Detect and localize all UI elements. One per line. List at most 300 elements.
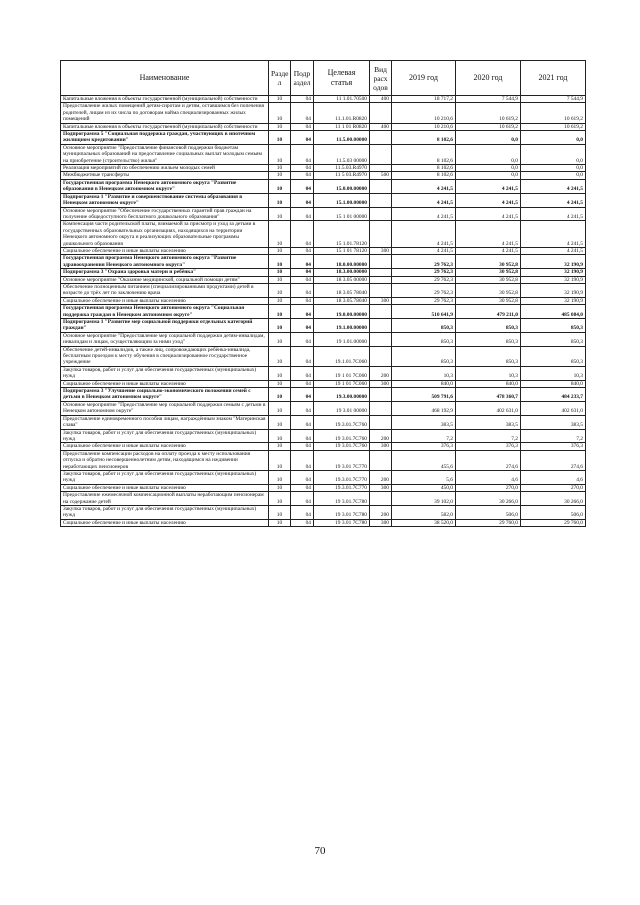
cell-2021: 0,0 xyxy=(521,144,586,164)
cell-2019: 4 241,5 xyxy=(392,193,456,207)
cell-2019: 38 520,0 xyxy=(392,519,456,526)
cell-vid xyxy=(370,332,392,346)
cell-2019: 4 241,5 xyxy=(392,179,456,193)
cell-vid xyxy=(370,165,392,172)
cell-target: 11.1.01.R0820 xyxy=(314,103,370,123)
cell-razdel: 10 xyxy=(269,179,291,193)
cell-name: Основное мероприятие "Предоставление мер социальной поддержки семьям с детьми в Ненецком автономном округе" xyxy=(61,401,269,415)
cell-vid xyxy=(370,207,392,221)
cell-razdel: 10 xyxy=(269,123,291,130)
cell-podrazdel: 04 xyxy=(291,123,314,130)
cell-target: 15 1.01.78120 xyxy=(314,221,370,248)
header-2020: 2020 год xyxy=(456,61,521,96)
cell-podrazdel: 04 xyxy=(291,366,314,380)
cell-podrazdel: 04 xyxy=(291,255,314,269)
cell-2019: 582,0 xyxy=(392,505,456,519)
cell-vid xyxy=(370,221,392,248)
header-vid: Вид расх одов xyxy=(370,61,392,96)
cell-2019: 10 210,6 xyxy=(392,103,456,123)
cell-podrazdel: 04 xyxy=(291,221,314,248)
cell-name: Основное мероприятие "Оказание медицинской, социальной помощи детям" xyxy=(61,276,269,283)
cell-2021: 270,0 xyxy=(521,484,586,491)
cell-2021: 10,3 xyxy=(521,366,586,380)
table-row xyxy=(61,255,586,269)
cell-2021: 4 241,5 xyxy=(521,247,586,254)
cell-vid xyxy=(370,346,392,366)
table-row xyxy=(61,332,586,346)
cell-target: 19 3.01.7С780 xyxy=(314,492,370,506)
cell-name: Основное мероприятие "Обеспечение государственных гарантий прав граждан на получение общедоступного бесплатного дошкольного образования" xyxy=(61,207,269,221)
cell-2021: 4 241,5 xyxy=(521,207,586,221)
cell-razdel: 10 xyxy=(269,388,291,402)
cell-2020: 30 952,8 xyxy=(456,297,521,304)
cell-podrazdel: 04 xyxy=(291,346,314,366)
cell-name: Обеспечение детей-инвалидов, а также лиц, сопровождающих ребёнка-инвалида, бесплатным проездом к месту обучения в специализированное государственное учреждение xyxy=(61,346,269,366)
cell-name: Компенсация части родительской платы, взимаемой за присмотр и уход за детьми в государственных образовательных организациях, находящихся на территории Ненецкого автономного округа и реализующих образовательные программы дошкольного образования xyxy=(61,221,269,248)
cell-target: 18 3.05.78040 xyxy=(314,297,370,304)
cell-vid xyxy=(370,144,392,164)
table-row xyxy=(61,207,586,221)
cell-2021: 32 190,9 xyxy=(521,269,586,276)
cell-target: 18 3.05 00000 xyxy=(314,276,370,283)
cell-podrazdel: 04 xyxy=(291,165,314,172)
cell-podrazdel: 04 xyxy=(291,276,314,283)
cell-name: Межбюджетные трансферты xyxy=(61,172,269,179)
cell-2021: 32 190,9 xyxy=(521,255,586,269)
cell-2020: 506,0 xyxy=(456,505,521,519)
cell-vid xyxy=(370,283,392,297)
cell-razdel: 10 xyxy=(269,103,291,123)
cell-2020: 0,0 xyxy=(456,144,521,164)
cell-razdel: 10 xyxy=(269,255,291,269)
cell-vid: 300 xyxy=(370,247,392,254)
cell-podrazdel: 04 xyxy=(291,193,314,207)
cell-2020: 850,3 xyxy=(456,332,521,346)
table-row xyxy=(61,505,586,519)
header-name: Наименование xyxy=(61,61,269,96)
cell-razdel: 10 xyxy=(269,96,291,103)
cell-2021: 29 760,0 xyxy=(521,519,586,526)
cell-target: 19.1.00.00000 xyxy=(314,319,370,333)
cell-name: Подпрограмма 3 "Охрана здоровья матери и ребёнка" xyxy=(61,269,269,276)
cell-vid xyxy=(370,103,392,123)
cell-target: 18.0.00.00000 xyxy=(314,255,370,269)
table-row xyxy=(61,415,586,429)
table-row xyxy=(61,179,586,193)
cell-podrazdel: 04 xyxy=(291,144,314,164)
cell-podrazdel: 04 xyxy=(291,470,314,484)
table-row xyxy=(61,297,586,304)
cell-podrazdel: 04 xyxy=(291,179,314,193)
cell-2020: 840,0 xyxy=(456,380,521,387)
cell-2021: 850,3 xyxy=(521,346,586,366)
cell-2019: 8 102,6 xyxy=(392,165,456,172)
header-2021: 2021 год xyxy=(521,61,586,96)
cell-podrazdel: 04 xyxy=(291,415,314,429)
cell-2021: 0,0 xyxy=(521,172,586,179)
cell-podrazdel: 04 xyxy=(291,388,314,402)
cell-target: 19.1.01.7С060 xyxy=(314,346,370,366)
cell-target: 19 1 01 7С060 xyxy=(314,380,370,387)
cell-razdel: 10 xyxy=(269,193,291,207)
cell-razdel: 10 xyxy=(269,492,291,506)
cell-target: 18 3.05 78040 xyxy=(314,283,370,297)
cell-2019: 29 762,3 xyxy=(392,276,456,283)
cell-vid: 200 xyxy=(370,505,392,519)
cell-2021: 376,3 xyxy=(521,443,586,450)
cell-2021: 7,2 xyxy=(521,429,586,443)
cell-razdel: 10 xyxy=(269,283,291,297)
cell-razdel: 10 xyxy=(269,450,291,470)
budget-table-sheet xyxy=(60,60,585,527)
cell-podrazdel: 04 xyxy=(291,103,314,123)
cell-razdel: 10 xyxy=(269,401,291,415)
cell-2019: 455,6 xyxy=(392,450,456,470)
cell-name: Обеспечение полноценным питанием (специализированными продуктами) детей в возрасте до трёх лет по заключению врача xyxy=(61,283,269,297)
cell-vid: 200 xyxy=(370,366,392,380)
cell-2021: 10 619,2 xyxy=(521,123,586,130)
cell-target: 15.1.00.00000 xyxy=(314,193,370,207)
cell-vid: 300 xyxy=(370,297,392,304)
cell-name: Предоставление ежемесячной компенсационной выплаты неработающим пенсионерам на содержание детей xyxy=(61,492,269,506)
cell-2019: 29 762,3 xyxy=(392,255,456,269)
cell-2019: 850,3 xyxy=(392,346,456,366)
cell-name: Подпрограмма 1 "Развитие мер социальной поддержки отдельных категорий граждан" xyxy=(61,319,269,333)
cell-2021: 32 190,9 xyxy=(521,276,586,283)
table-row xyxy=(61,319,586,333)
cell-vid xyxy=(370,131,392,145)
header-razdel: Разде л xyxy=(269,61,291,96)
cell-2020: 850,3 xyxy=(456,319,521,333)
cell-2020: 10,3 xyxy=(456,366,521,380)
cell-vid: 300 xyxy=(370,519,392,526)
cell-razdel: 10 xyxy=(269,305,291,319)
cell-2020: 402 631,0 xyxy=(456,401,521,415)
cell-name: Социальное обеспечение и иные выплаты населению xyxy=(61,519,269,526)
cell-vid: 400 xyxy=(370,96,392,103)
cell-vid: 400 xyxy=(370,123,392,130)
header-podrazdel: Подр аздел xyxy=(291,61,314,96)
cell-razdel: 10 xyxy=(269,380,291,387)
cell-2019: 509 791,6 xyxy=(392,388,456,402)
cell-2020: 0,0 xyxy=(456,131,521,145)
cell-target: 11.5.00.00000 xyxy=(314,131,370,145)
cell-razdel: 10 xyxy=(269,165,291,172)
cell-2021: 10 619,2 xyxy=(521,103,586,123)
cell-name: Подпрограмма 3 "Улучшение социально-экономического положения семей с детьми в Ненецком автономном округе" xyxy=(61,388,269,402)
cell-2021: 383,5 xyxy=(521,415,586,429)
cell-2021: 402 631,0 xyxy=(521,401,586,415)
cell-2020: 383,5 xyxy=(456,415,521,429)
table-row xyxy=(61,492,586,506)
cell-2021: 840,0 xyxy=(521,380,586,387)
cell-target: 19.3.00.00000 xyxy=(314,388,370,402)
cell-target: 11 5 03.R4970 xyxy=(314,172,370,179)
cell-podrazdel: 04 xyxy=(291,484,314,491)
cell-2021: 0,0 xyxy=(521,131,586,145)
cell-podrazdel: 04 xyxy=(291,269,314,276)
cell-2019: 4 241,5 xyxy=(392,207,456,221)
cell-name: Подпрограмма 5 "Социальная поддержка граждан, участвующих в ипотечном жилищном кредитовании" xyxy=(61,131,269,145)
cell-2020: 4 241,5 xyxy=(456,207,521,221)
table-row xyxy=(61,165,586,172)
table-row xyxy=(61,131,586,145)
cell-podrazdel: 04 xyxy=(291,429,314,443)
cell-2019: 5,6 xyxy=(392,470,456,484)
cell-2019: 850,3 xyxy=(392,319,456,333)
cell-razdel: 10 xyxy=(269,332,291,346)
cell-2019: 840,0 xyxy=(392,380,456,387)
cell-2020: 0,0 xyxy=(456,172,521,179)
cell-name: Подпрограмма 1 "Развитие и совершенствование системы образования в Ненецком автономном округе" xyxy=(61,193,269,207)
cell-podrazdel: 04 xyxy=(291,450,314,470)
cell-2020: 0,0 xyxy=(456,165,521,172)
cell-razdel: 10 xyxy=(269,319,291,333)
cell-2021: 7 544,9 xyxy=(521,96,586,103)
cell-2019: 10 210,6 xyxy=(392,123,456,130)
cell-2019: 510 641,9 xyxy=(392,305,456,319)
cell-2021: 484 233,7 xyxy=(521,388,586,402)
table-row xyxy=(61,144,586,164)
cell-razdel: 10 xyxy=(269,346,291,366)
table-row xyxy=(61,221,586,248)
cell-razdel: 10 xyxy=(269,131,291,145)
cell-vid xyxy=(370,388,392,402)
cell-razdel: 10 xyxy=(269,221,291,248)
cell-podrazdel: 04 xyxy=(291,283,314,297)
cell-target: 11.5.03.R4970 xyxy=(314,165,370,172)
cell-vid xyxy=(370,193,392,207)
table-header-row xyxy=(61,61,586,96)
cell-2021: 32 190,9 xyxy=(521,283,586,297)
cell-2020: 4 241,5 xyxy=(456,247,521,254)
table-row xyxy=(61,193,586,207)
cell-2021: 4 241,5 xyxy=(521,193,586,207)
cell-vid: 300 xyxy=(370,443,392,450)
cell-name: Социальное обеспечение и иные выплаты населению xyxy=(61,297,269,304)
cell-target: 19 3.01 7С780 xyxy=(314,505,370,519)
cell-2020: 4 241,5 xyxy=(456,193,521,207)
cell-vid xyxy=(370,269,392,276)
cell-2020: 274,6 xyxy=(456,450,521,470)
cell-vid: 500 xyxy=(370,172,392,179)
table-row xyxy=(61,346,586,366)
cell-podrazdel: 04 xyxy=(291,172,314,179)
table-row xyxy=(61,96,586,103)
cell-target: 19.3.01.7С770 xyxy=(314,484,370,491)
cell-vid xyxy=(370,255,392,269)
cell-podrazdel: 04 xyxy=(291,332,314,346)
cell-2021: 4 241,5 xyxy=(521,221,586,248)
table-row xyxy=(61,429,586,443)
table-row xyxy=(61,276,586,283)
cell-razdel: 10 xyxy=(269,247,291,254)
cell-2020: 4 241,5 xyxy=(456,221,521,248)
cell-razdel: 10 xyxy=(269,276,291,283)
cell-razdel: 10 xyxy=(269,269,291,276)
cell-podrazdel: 04 xyxy=(291,505,314,519)
cell-2021: 30 266,0 xyxy=(521,492,586,506)
cell-podrazdel: 04 xyxy=(291,380,314,387)
cell-razdel: 10 xyxy=(269,415,291,429)
cell-razdel: 10 xyxy=(269,443,291,450)
cell-name: Социальное обеспечение и иные выплаты населению xyxy=(61,247,269,254)
cell-razdel: 10 xyxy=(269,519,291,526)
header-target: Целевая статья xyxy=(314,61,370,96)
cell-target: 19 3.01 7С780 xyxy=(314,519,370,526)
cell-razdel: 10 xyxy=(269,172,291,179)
cell-2020: 10 619,2 xyxy=(456,103,521,123)
table-row xyxy=(61,380,586,387)
table-row xyxy=(61,450,586,470)
cell-2019: 29 762,3 xyxy=(392,297,456,304)
cell-name: Закупка товаров, работ и услуг для обеспечения государственных (муниципальных) нужд xyxy=(61,470,269,484)
cell-2019: 8 102,6 xyxy=(392,144,456,164)
cell-2020: 29 760,0 xyxy=(456,519,521,526)
cell-target: 19 1 01 7С060 xyxy=(314,366,370,380)
cell-2019: 850,3 xyxy=(392,332,456,346)
cell-2021: 32 190,9 xyxy=(521,297,586,304)
cell-2019: 7,2 xyxy=(392,429,456,443)
cell-razdel: 10 xyxy=(269,505,291,519)
cell-name: Социальное обеспечение и иные выплаты населению xyxy=(61,484,269,491)
cell-2019: 18 717,2 xyxy=(392,96,456,103)
cell-name: Закупка товаров, работ и услуг для обеспечения государственных (муниципальных) нужд xyxy=(61,366,269,380)
cell-vid xyxy=(370,450,392,470)
cell-2020: 7,2 xyxy=(456,429,521,443)
cell-2019: 10,3 xyxy=(392,366,456,380)
table-row xyxy=(61,123,586,130)
cell-razdel: 10 xyxy=(269,470,291,484)
table-row xyxy=(61,269,586,276)
header-2019: 2019 год xyxy=(392,61,456,96)
cell-target: 15.0.00.00000 xyxy=(314,179,370,193)
table-row xyxy=(61,519,586,526)
cell-name: Социальное обеспечение и иные выплаты населению xyxy=(61,380,269,387)
cell-2021: 0,0 xyxy=(521,165,586,172)
cell-2020: 30 266,0 xyxy=(456,492,521,506)
cell-podrazdel: 04 xyxy=(291,297,314,304)
cell-target: 18.3.00.00000 xyxy=(314,269,370,276)
cell-name: Государственная программа Ненецкого автономного округа "Социальная поддержка граждан в Ненецком автономном округе" xyxy=(61,305,269,319)
cell-target: 19.0.00.00000 xyxy=(314,305,370,319)
cell-2019: 383,5 xyxy=(392,415,456,429)
cell-podrazdel: 04 xyxy=(291,443,314,450)
table-row xyxy=(61,470,586,484)
cell-name: Основное мероприятие "Предоставление финансовой поддержки бюджетам муниципальных образований на предоставление социальных выплат молодым семьям на приобретение (строительство) жилья" xyxy=(61,144,269,164)
page-number: 70 xyxy=(314,845,326,857)
cell-vid: 300 xyxy=(370,380,392,387)
cell-target: 11 1.01.70500 xyxy=(314,96,370,103)
cell-2019: 450,0 xyxy=(392,484,456,491)
cell-2020: 10 619,2 xyxy=(456,123,521,130)
cell-name: Капитальные вложения в объекты государственной (муниципальной) собственности xyxy=(61,96,269,103)
cell-2019: 29 762,3 xyxy=(392,283,456,297)
cell-2019: 29 762,3 xyxy=(392,269,456,276)
cell-vid xyxy=(370,415,392,429)
cell-2020: 30 952,8 xyxy=(456,283,521,297)
cell-vid xyxy=(370,276,392,283)
cell-target: 11 1 01 R0820 xyxy=(314,123,370,130)
cell-target: 19 1.01.00000 xyxy=(314,332,370,346)
cell-2019: 39 102,0 xyxy=(392,492,456,506)
cell-razdel: 10 xyxy=(269,484,291,491)
cell-name: Предоставление жилых помещений детям-сиротам и детям, оставшимся без попечения родителей, лицам из их числа по договорам найма специализированных жилых помещений xyxy=(61,103,269,123)
cell-podrazdel: 04 xyxy=(291,305,314,319)
table-row xyxy=(61,388,586,402)
cell-name: Реализация мероприятий по обеспечению жильем молодых семей xyxy=(61,165,269,172)
cell-podrazdel: 04 xyxy=(291,247,314,254)
cell-2021: 485 084,0 xyxy=(521,305,586,319)
cell-podrazdel: 04 xyxy=(291,492,314,506)
cell-2020: 479 211,0 xyxy=(456,305,521,319)
cell-razdel: 10 xyxy=(269,144,291,164)
table-row xyxy=(61,443,586,450)
cell-2019: 8 102,6 xyxy=(392,172,456,179)
cell-2020: 270,0 xyxy=(456,484,521,491)
cell-podrazdel: 04 xyxy=(291,519,314,526)
table-row xyxy=(61,401,586,415)
table-row xyxy=(61,283,586,297)
cell-podrazdel: 04 xyxy=(291,96,314,103)
cell-vid xyxy=(370,319,392,333)
table-row xyxy=(61,366,586,380)
budget-table xyxy=(60,60,586,527)
cell-2020: 478 360,7 xyxy=(456,388,521,402)
cell-vid xyxy=(370,401,392,415)
cell-target: 19 3.01.7С760 xyxy=(314,429,370,443)
cell-target: 19.3.01.7С770 xyxy=(314,470,370,484)
cell-vid xyxy=(370,492,392,506)
cell-razdel: 10 xyxy=(269,297,291,304)
cell-vid: 300 xyxy=(370,484,392,491)
cell-name: Капитальные вложения в объекты государственной (муниципальной) собственности xyxy=(61,123,269,130)
cell-2021: 274,6 xyxy=(521,450,586,470)
cell-target: 19 3.01 7С770 xyxy=(314,450,370,470)
table-row xyxy=(61,103,586,123)
cell-2020: 4 241,5 xyxy=(456,179,521,193)
cell-2021: 506,0 xyxy=(521,505,586,519)
cell-2021: 850,3 xyxy=(521,332,586,346)
cell-podrazdel: 04 xyxy=(291,131,314,145)
cell-2019: 4 241,5 xyxy=(392,221,456,248)
cell-2020: 7 544,9 xyxy=(456,96,521,103)
cell-name: Предоставление единовременного пособия лицам, награждённым знаком "Материнская слава" xyxy=(61,415,269,429)
cell-2019: 468 192,9 xyxy=(392,401,456,415)
cell-2020: 376,3 xyxy=(456,443,521,450)
cell-vid xyxy=(370,305,392,319)
cell-razdel: 10 xyxy=(269,429,291,443)
cell-podrazdel: 04 xyxy=(291,401,314,415)
cell-target: 15 1 01 00000 xyxy=(314,207,370,221)
table-row xyxy=(61,172,586,179)
cell-name: Основное мероприятие "Предоставление мер социальной поддержки детям-инвалидам, инвалидам и лицам, осуществляющим за ними уход" xyxy=(61,332,269,346)
cell-2019: 376,3 xyxy=(392,443,456,450)
cell-name: Государственная программа Ненецкого автономного округа "Развитие здравоохранения Ненецкого автономного округа" xyxy=(61,255,269,269)
cell-name: Предоставление компенсации расходов на оплату проезда к месту использования отпуска и обратно несовершеннолетним детям, находящимся на иждивении неработающих пенсионеров xyxy=(61,450,269,470)
cell-2020: 30 952,8 xyxy=(456,255,521,269)
table-row xyxy=(61,305,586,319)
cell-name: Закупка товаров, работ и услуг для обеспечения государственных (муниципальных) нужд xyxy=(61,429,269,443)
cell-2021: 4 241,5 xyxy=(521,179,586,193)
cell-2021: 4,6 xyxy=(521,470,586,484)
cell-2021: 850,3 xyxy=(521,319,586,333)
cell-2020: 30 952,8 xyxy=(456,276,521,283)
cell-name: Закупка товаров, работ и услуг для обеспечения государственных (муниципальных) нужд xyxy=(61,505,269,519)
cell-target: 19 3.01.7С760 xyxy=(314,443,370,450)
cell-2020: 30 952,8 xyxy=(456,269,521,276)
cell-target: 11.5.03 00000 xyxy=(314,144,370,164)
